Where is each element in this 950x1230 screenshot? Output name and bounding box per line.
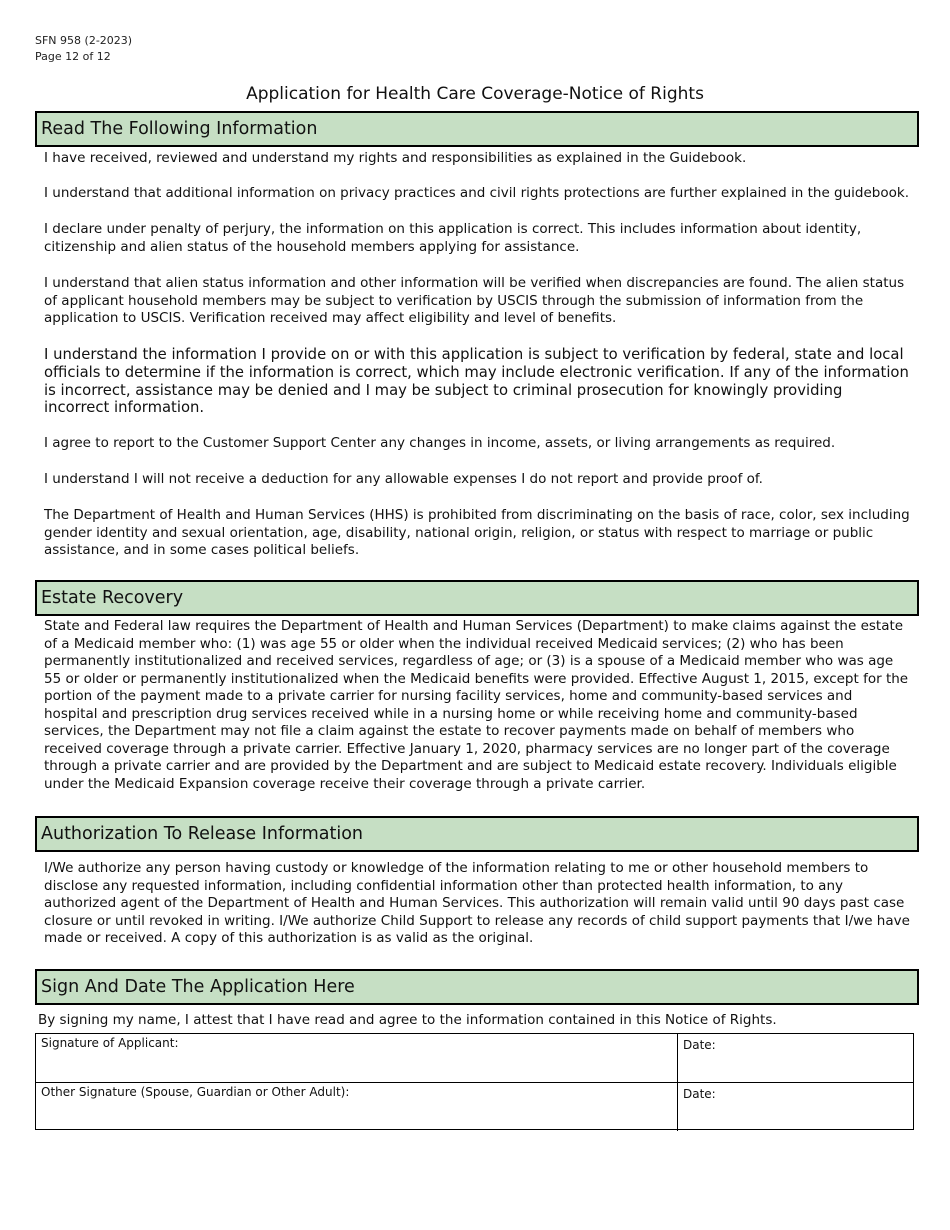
form-number: SFN 958 (2-2023) bbox=[35, 34, 133, 47]
section-header-authorization: Authorization To Release Information bbox=[35, 816, 919, 852]
other-signature-field[interactable] bbox=[36, 1083, 678, 1131]
paragraph-rights-guidebook: I have received, reviewed and understand my rights and responsibilities as explained in the Guidebook. bbox=[44, 150, 747, 166]
signature-table bbox=[35, 1033, 914, 1130]
section-header-estate-recovery: Estate Recovery bbox=[35, 580, 919, 616]
form-identifier bbox=[35, 33, 132, 65]
applicant-signature-label: Signature of Applicant: bbox=[41, 1036, 179, 1050]
paragraph-estate-recovery: State and Federal law requires the Department of Health and Human Services (Department) to make claims against the estate of a Medicaid member who: (1) was age 55 or older when the individual received Medicaid services; (2) who has been permanently institutionalized and received services, regardless of age; or (3) is a spouse of a Medicaid member who was age 55 or older or permanently institutionalized when the Medicaid benefits were provided. Effective August 1, 2015, except for the portion of the payment made to a private carrier for nursing facility services, home and community-based services and hospital and prescription drug services received while in a nursing home or while receiving home and community-based services, the Department may not file a claim against the estate to recover payments made on behalf of members who received coverage through a private carrier. Effective January 1, 2020, pharmacy services are no longer part of the coverage through a private carrier and are provided by the Department and are subject to Medicaid estate recovery. Individuals eligible under the Medicaid Expansion coverage receive their coverage through a private carrier. bbox=[44, 618, 909, 792]
section-header-sign-and-date: Sign And Date The Application Here bbox=[35, 969, 919, 1005]
paragraph-report-changes: I agree to report to the Customer Support Center any changes in income, assets, or living arrangements as required. bbox=[44, 435, 836, 451]
signature-row-applicant bbox=[36, 1034, 913, 1082]
paragraph-penalty-of-perjury: I declare under penalty of perjury, the information on this application is correct. This includes information about identity, citizenship and alien status of the household members applying for assistance. bbox=[44, 221, 862, 255]
page-number: Page 12 of 12 bbox=[35, 50, 111, 63]
page-title: Application for Health Care Coverage-Notice of Rights bbox=[246, 84, 704, 104]
other-signature-label: Other Signature (Spouse, Guardian or Other Adult): bbox=[41, 1085, 350, 1099]
paragraph-verification: I understand the information I provide on or with this application is subject to verification by federal, state and local officials to determine if the information is correct, which may include electronic verification. If any of the information is incorrect, assistance may be denied and I may be subject to criminal prosecution for knowingly providing incorrect information. bbox=[44, 346, 909, 417]
attestation-statement: By signing my name, I attest that I have read and agree to the information contained in this Notice of Rights. bbox=[38, 1012, 777, 1028]
applicant-date-label: Date: bbox=[683, 1038, 716, 1052]
paragraph-authorization: I/We authorize any person having custody or knowledge of the information relating to me or other household members to disclose any requested information, including confidential information other than protected health information, to any authorized agent of the Department of Health and Human Services. This authorization will remain valid until 90 days past case closure or until revoked in writing. I/We authorize Child Support to release any records of child support payments that I/we have made or received. A copy of this authorization is as valid as the original. bbox=[44, 860, 910, 946]
section-header-read-information: Read The Following Information bbox=[35, 111, 919, 147]
paragraph-privacy-practices: I understand that additional information on privacy practices and civil rights protections are further explained in the guidebook. bbox=[44, 185, 910, 201]
paragraph-deductions: I understand I will not receive a deduction for any allowable expenses I do not report and provide proof of. bbox=[44, 471, 763, 487]
paragraph-alien-status: I understand that alien status information and other information will be verified when discrepancies are found. The alien status of applicant household members may be subject to verification by USCIS through the submission of information from the application to USCIS. Verification received may affect eligibility and level of benefits. bbox=[44, 275, 905, 326]
signature-row-other bbox=[36, 1082, 913, 1131]
paragraph-nondiscrimination: The Department of Health and Human Services (HHS) is prohibited from discriminating on the basis of race, color, sex including gender identity and sexual orientation, age, disability, national origin, religion, or status with respect to marriage or public assistance, and in some cases political beliefs. bbox=[44, 507, 910, 558]
other-date-field[interactable] bbox=[678, 1083, 913, 1131]
applicant-signature-field[interactable] bbox=[36, 1034, 678, 1082]
applicant-date-field[interactable] bbox=[678, 1034, 913, 1082]
other-date-label: Date: bbox=[683, 1087, 716, 1101]
